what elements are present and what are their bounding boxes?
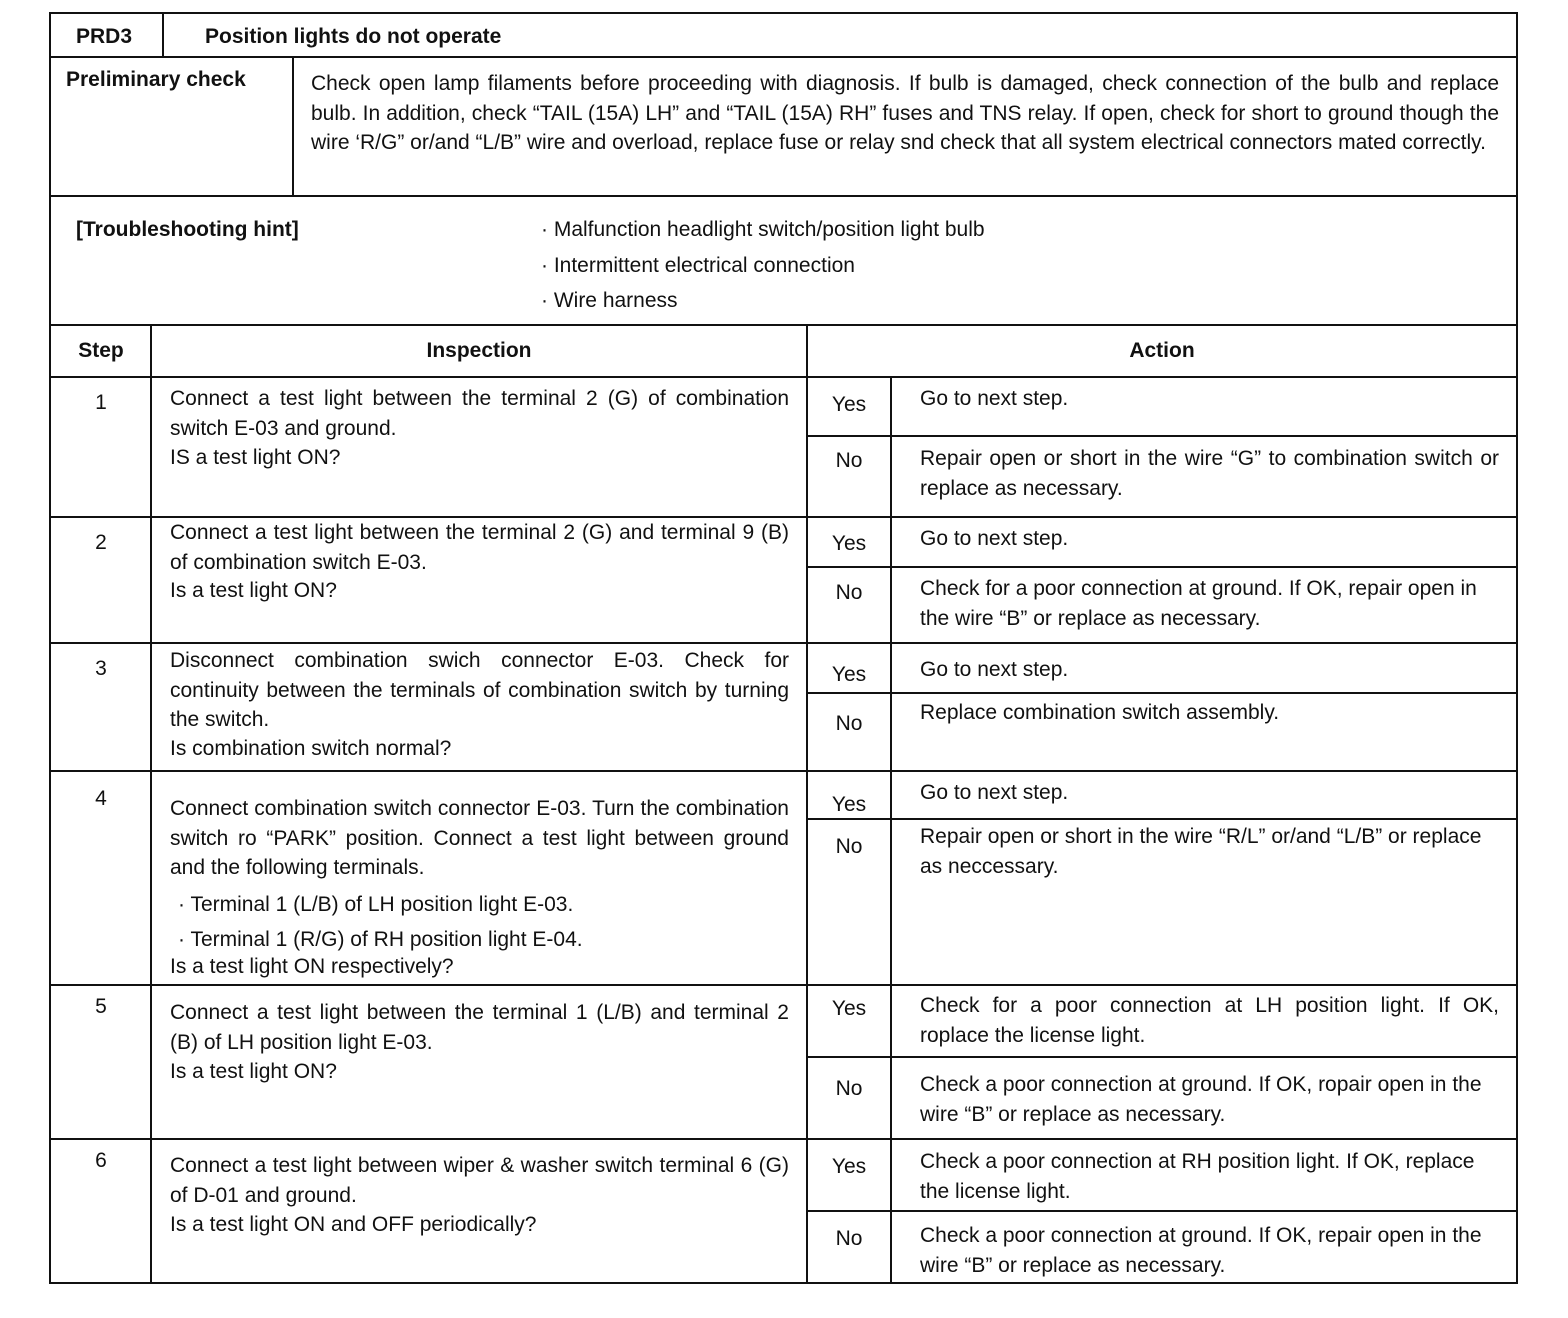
hint-item: · Wire harness xyxy=(541,289,678,312)
step-number: 2 xyxy=(95,531,107,554)
step-number: 1 xyxy=(95,391,107,414)
procedure-code: PRD3 xyxy=(76,25,133,48)
yes-action: Check a poor connection at RH position light. If OK, replace the license light. xyxy=(920,1150,1475,1203)
no-label: No xyxy=(835,449,863,472)
procedure-title: Position lights do not operate xyxy=(205,25,502,48)
inspection-text: Connect a test light between the terminal 2 (G) of combination switch E-03 and ground. xyxy=(170,387,789,440)
rule-step4-yes-no xyxy=(807,818,1518,820)
column-header-step: Step xyxy=(78,339,124,362)
rule-step2-yes-no xyxy=(807,566,1518,568)
no-label: No xyxy=(835,712,863,735)
rule-step3-bottom xyxy=(49,770,1518,772)
rule-step6-yes-no xyxy=(807,1210,1518,1212)
column-header-action: Action xyxy=(1129,339,1195,362)
rule-preliminary-divider xyxy=(292,57,294,196)
rule-header-bottom xyxy=(49,56,1518,58)
yes-label: Yes xyxy=(831,793,867,816)
rule-table-header-bottom xyxy=(49,376,1518,378)
inspection-bullet: · Terminal 1 (R/G) of RH position light E-04. xyxy=(178,928,583,951)
no-label: No xyxy=(835,1077,863,1100)
rule-step1-yes-no xyxy=(807,435,1518,437)
no-action: Check a poor connection at ground. If OK, repair open in the wire “B” or replace as necessary. xyxy=(920,1224,1482,1277)
rule-hint-bottom xyxy=(49,324,1518,326)
yes-action: Go to next step. xyxy=(920,387,1069,410)
inspection-text: Disconnect combination swich connector E-03. Check for continuity between the terminals of combination switch by turning the switch. xyxy=(170,649,789,731)
no-label: No xyxy=(835,835,863,858)
step-number: 6 xyxy=(95,1149,107,1172)
yes-label: Yes xyxy=(831,1155,867,1178)
yes-action: Check for a poor connection at LH position light. If OK, roplace the license light. xyxy=(920,994,1499,1047)
yes-label: Yes xyxy=(831,997,867,1020)
yes-label: Yes xyxy=(831,393,867,416)
rule-yes-no-column xyxy=(890,376,892,1284)
preliminary-check-text: Check open lamp filaments before proceeding with diagnosis. If bulb is damaged, check connection of the bulb and replace bulb. In addition, check “TAIL (15A) LH” and “TAIL (15A) RH” fuses and TNS relay. If open, check for short to ground though the wire ‘R/G” or/and “L/B” wire and overload, replace fuse or relay snd check that all system electrical connectors mated correctly. xyxy=(311,72,1499,154)
inspection-question: Is a test light ON? xyxy=(170,1060,337,1083)
rule-step2-bottom xyxy=(49,642,1518,644)
step-number: 3 xyxy=(95,657,107,680)
yes-action: Go to next step. xyxy=(920,658,1069,681)
step-number: 4 xyxy=(95,787,107,810)
no-action: Check a poor connection at ground. If OK, ropair open in the wire “B” or replace as necessary. xyxy=(920,1073,1482,1126)
yes-action: Go to next step. xyxy=(920,781,1069,804)
inspection-text: Connect a test light between the terminal 1 (L/B) and terminal 2 (B) of LH position light E-03. xyxy=(170,1001,789,1054)
inspection-question: Is a test light ON and OFF periodically? xyxy=(170,1213,537,1236)
inspection-bullet: · Terminal 1 (L/B) of LH position light E-03. xyxy=(178,893,574,916)
rule-step4-bottom xyxy=(49,984,1518,986)
preliminary-check-label: Preliminary check xyxy=(66,68,246,91)
column-header-inspection: Inspection xyxy=(426,339,532,362)
yes-label: Yes xyxy=(831,663,867,686)
yes-action: Go to next step. xyxy=(920,527,1069,550)
no-action: Repair open or short in the wire “G” to combination switch or replace as necessary. xyxy=(920,447,1499,500)
rule-step5-yes-no xyxy=(807,1056,1518,1058)
rule-step3-yes-no xyxy=(807,692,1518,694)
no-label: No xyxy=(835,581,863,604)
inspection-text: Connect a test light between the terminal 2 (G) and terminal 9 (B) of combination switch E-03. xyxy=(170,521,789,574)
inspection-question: Is combination switch normal? xyxy=(170,737,452,760)
hint-item: · Intermittent electrical connection xyxy=(541,254,855,277)
inspection-text: Connect combination switch connector E-03. Turn the combination switch ro “PARK” position. Connect a test light between ground and the following terminals. xyxy=(170,797,789,879)
no-action: Check for a poor connection at ground. If OK, repair open in the wire “B” or replace as necessary. xyxy=(920,577,1477,630)
no-action: Replace combination switch assembly. xyxy=(920,701,1280,724)
rule-preliminary-bottom xyxy=(49,195,1518,197)
no-action: Repair open or short in the wire “R/L” or/and “L/B” or replace as neccessary. xyxy=(920,825,1482,878)
inspection-text: Connect a test light between wiper & washer switch terminal 6 (G) of D-01 and ground. xyxy=(170,1154,789,1207)
inspection-question: IS a test light ON? xyxy=(170,446,341,469)
inspection-question: Is a test light ON? xyxy=(170,579,337,602)
step-number: 5 xyxy=(95,995,107,1018)
troubleshooting-hint-label: [Troubleshooting hint] xyxy=(76,218,299,241)
yes-label: Yes xyxy=(831,532,867,555)
rule-step5-bottom xyxy=(49,1138,1518,1140)
no-label: No xyxy=(835,1227,863,1250)
hint-item: · Malfunction headlight switch/position light bulb xyxy=(541,218,985,241)
inspection-question: Is a test light ON respectively? xyxy=(170,955,454,978)
rule-code-divider xyxy=(162,12,164,57)
